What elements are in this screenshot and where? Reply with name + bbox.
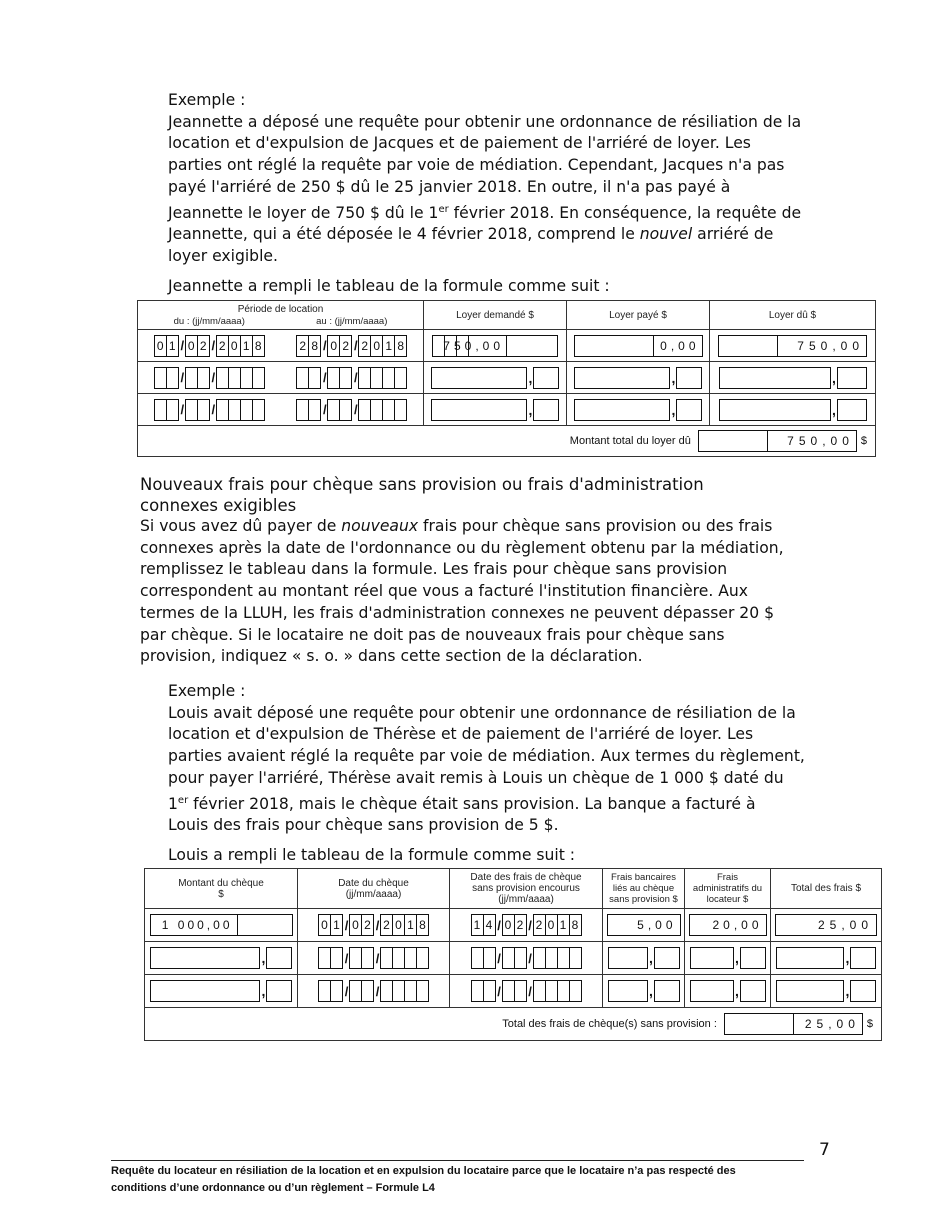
rent-paid-field[interactable]: 0,00 — [567, 330, 710, 362]
total-fee-field[interactable]: , — [771, 942, 882, 975]
section-line: connexes après la date de l'ordonnance ou du règlement obtenu par la médiation, — [140, 538, 784, 557]
rent-paid-header: Loyer payé $ — [567, 301, 710, 330]
period-cell[interactable]: / / / / — [138, 362, 424, 394]
example-2 — [168, 681, 858, 867]
example-1-line: Jeannette, qui a été déposée le 4 février 2018, comprend le nouvel arriéré de — [168, 225, 774, 244]
example-2-line: location et d'expulsion de Thérèse et de paiement de l'arriéré de loyer. Les — [168, 725, 754, 744]
example-2-line: 1er février 2018, mais le chèque était sans provision. La banque a facturé à — [168, 794, 756, 813]
rent-table — [137, 300, 876, 457]
rent-owing-field[interactable]: , — [710, 362, 876, 394]
nsf-table — [144, 868, 882, 1041]
example-1-line: location et d'expulsion de Jacques et de paiement de l'arriéré de loyer. Les — [168, 134, 751, 153]
example-2-line: parties avaient réglé la requête par voie de médiation. Aux termes du règlement, — [168, 747, 805, 766]
section-title: connexes exigibles — [140, 496, 297, 515]
total-fee-header: Total des frais $ — [771, 869, 882, 909]
cheque-amount-field[interactable]: , — [145, 975, 298, 1008]
cheque-date-field[interactable]: / / — [298, 942, 450, 975]
example-2-heading: Exemple : — [168, 682, 246, 700]
section-line: provision, indiquez « s. o. » dans cette section de la déclaration. — [140, 647, 643, 666]
rent-charged-field[interactable]: , — [424, 394, 567, 426]
rent-owing-field[interactable]: 750,00 — [710, 330, 876, 362]
nsf-total-row — [145, 1008, 882, 1041]
admin-fee-field[interactable]: 20,00 — [685, 909, 771, 942]
nsf-date-field[interactable]: 1 4 / 0 2 / 2 0 1 8 — [450, 909, 603, 942]
example-1 — [168, 90, 858, 298]
footer-line: Requête du locateur en résiliation de la location et en expulsion du locataire parce que le locataire n’a pas respecté des — [111, 1165, 736, 1177]
period-cell — [138, 330, 424, 362]
rent-total-row — [138, 426, 876, 457]
example-1-line: Jeannette a déposé une requête pour obtenir une ordonnance de résiliation de la — [168, 112, 802, 131]
section-line: Si vous avez dû payer de nouveaux frais pour chèque sans provision ou des frais — [140, 517, 773, 535]
rent-paid-field[interactable]: , — [567, 394, 710, 426]
total-fee-field[interactable]: 25,00 — [771, 909, 882, 942]
example-2-line: pour payer l'arriéré, Thérèse avait remis à Louis un chèque de 1 000 $ daté du — [168, 768, 784, 787]
nsf-total-field[interactable]: 25,00 — [793, 1013, 863, 1035]
page-number: 7 — [819, 1140, 830, 1160]
period-cell[interactable]: / / / / — [138, 394, 424, 426]
example-2-intro: Louis a rempli le tableau de la formule comme suit : — [168, 846, 576, 865]
bank-fee-header: Frais bancaires liés au chèque sans provision $ — [603, 869, 685, 909]
cheque-amount-field[interactable]: 1 000,00 — [145, 909, 298, 942]
example-1-line: Jeannette le loyer de 750 $ dû le 1er février 2018. En conséquence, la requête de — [168, 203, 802, 222]
section-line: par chèque. Si le locataire ne doit pas de nouveaux frais pour chèque sans — [140, 625, 725, 644]
rent-charged-header: Loyer demandé $ — [424, 301, 567, 330]
total-fee-field[interactable]: , — [771, 975, 882, 1008]
currency-symbol: $ — [866, 1018, 873, 1030]
rent-paid-field[interactable]: , — [567, 362, 710, 394]
rent-owing-header: Loyer dû $ — [710, 301, 876, 330]
example-1-line: parties ont réglé la requête par voie de médiation. Cependant, Jacques n'a pas — [168, 156, 785, 175]
admin-fee-field[interactable]: , — [685, 942, 771, 975]
example-1-intro: Jeannette a rempli le tableau de la formule comme suit : — [168, 276, 610, 295]
nsf-date-header: Date des frais de chèque sans provision encourus (jj/mm/aaaa) — [450, 869, 603, 909]
admin-fee-field[interactable]: , — [685, 975, 771, 1008]
cheque-date-field[interactable]: / / — [298, 975, 450, 1008]
rent-charged-field[interactable]: , — [424, 362, 567, 394]
rent-total-field[interactable]: 750,00 — [767, 430, 857, 452]
period-header: Période de location du : (jj/mm/aaaa) au : (jj/mm/aaaa) — [138, 301, 424, 330]
cheque-date-field[interactable]: 0 1 / 0 2 / 2 0 1 8 — [298, 909, 450, 942]
bank-fee-field[interactable]: , — [603, 942, 685, 975]
bank-fee-field[interactable]: , — [603, 975, 685, 1008]
cheque-amount-header: Montant du chèque $ — [145, 869, 298, 909]
example-1-line: loyer exigible. — [168, 247, 278, 266]
example-2-line: Louis avait déposé une requête pour obtenir une ordonnance de résiliation de la — [168, 703, 796, 722]
cheque-date-header: Date du chèque (jj/mm/aaaa) — [298, 869, 450, 909]
nsf-date-field[interactable]: / / — [450, 942, 603, 975]
rent-total-label: Montant total du loyer dû — [569, 435, 691, 447]
admin-fee-header: Frais administratifs du locateur $ — [685, 869, 771, 909]
rent-charged-field[interactable]: 750,00 — [424, 330, 567, 362]
from-date-field[interactable]: 0 1 / 0 2 / 2 0 1 8 — [154, 333, 265, 359]
example-1-heading: Exemple : — [168, 91, 246, 109]
rent-owing-field[interactable]: , — [710, 394, 876, 426]
nsf-total-label: Total des frais de chèque(s) sans provision : — [502, 1018, 717, 1030]
cheque-amount-field[interactable]: , — [145, 942, 298, 975]
section-title: Nouveaux frais pour chèque sans provision ou frais d'administration — [140, 475, 704, 494]
nsf-date-field[interactable]: / / — [450, 975, 603, 1008]
bank-fee-field[interactable]: 5,00 — [603, 909, 685, 942]
currency-symbol: $ — [860, 435, 867, 447]
page-footer — [111, 1160, 804, 1197]
nsf-section — [140, 474, 840, 668]
to-date-field[interactable]: 2 8 / 0 2 / 2 0 1 8 — [296, 333, 407, 359]
footer-line: conditions d’une ordonnance ou d’un règlement – Formule L4 — [111, 1182, 435, 1194]
example-2-line: Louis des frais pour chèque sans provision de 5 $. — [168, 816, 559, 835]
section-line: correspondent au montant réel que vous a facturé l'institution financière. Aux — [140, 582, 749, 601]
section-line: remplissez le tableau dans la formule. Les frais pour chèque sans provision — [140, 560, 728, 579]
section-line: termes de la LLUH, les frais d'administration connexes ne peuvent dépasser 20 $ — [140, 603, 775, 622]
example-1-line: payé l'arriéré de 250 $ dû le 25 janvier 2018. En outre, il n'a pas payé à — [168, 177, 731, 196]
